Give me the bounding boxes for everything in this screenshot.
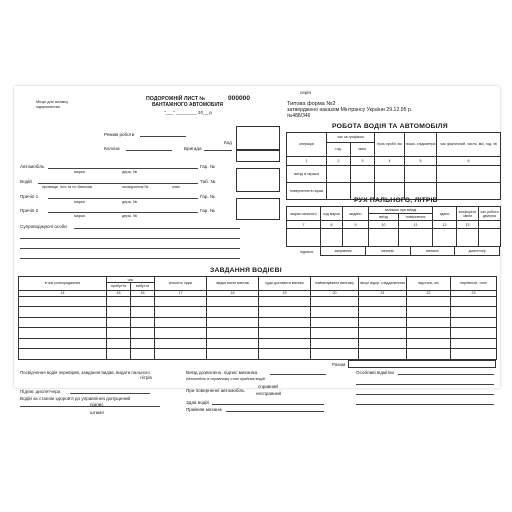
handed-driver-line[interactable]: [212, 404, 324, 405]
task-num: 21: [359, 290, 407, 296]
task-cell[interactable]: [131, 338, 155, 349]
task-row: [19, 338, 497, 349]
fuel-cell[interactable]: [287, 229, 321, 247]
task-cell[interactable]: [359, 296, 407, 307]
task-cell[interactable]: [311, 296, 359, 307]
work-row-departure: виїзд із гаража: [287, 166, 327, 183]
task-num: 15: [107, 290, 131, 296]
task-row: [19, 349, 497, 360]
task-cell[interactable]: [155, 296, 207, 307]
driver-sub-class: клас: [172, 185, 180, 189]
task-num: 19: [259, 290, 311, 296]
work-table: [286, 132, 501, 200]
work-col-speedometer: показ. спідометра: [405, 133, 437, 157]
fuel-cell[interactable]: [457, 229, 479, 247]
fuel-num: 12: [433, 221, 457, 229]
task-cell[interactable]: [131, 317, 155, 328]
task-cell[interactable]: [259, 338, 311, 349]
task-num: 20: [311, 290, 359, 296]
work-mode-line[interactable]: [140, 136, 186, 137]
work-num-1: 1: [287, 156, 327, 166]
approval-number: №488/346: [287, 113, 311, 119]
task-cell[interactable]: [19, 317, 107, 328]
task-row: [19, 328, 497, 339]
exit-allowed-line[interactable]: [270, 374, 326, 375]
task-cell[interactable]: [107, 296, 131, 307]
footer-car-accepted: Автомобіль в справному стані прийняв водій: [186, 377, 265, 381]
footer-dispatch-text: Посвідчення водія перевірив, завдання видав, видати пального: [20, 370, 150, 375]
work-cell[interactable]: [351, 166, 375, 183]
car-sub-brand: марка: [74, 170, 85, 174]
driver-tab-no: Таб. №: [200, 179, 216, 184]
task-cell[interactable]: [311, 328, 359, 339]
fuel-col-code: код марки: [321, 207, 343, 221]
fuel-cell[interactable]: [433, 229, 457, 247]
task-section-title: ЗАВДАННЯ ВОДІЄВІ: [210, 267, 282, 274]
task-cell[interactable]: [207, 307, 259, 318]
work-num-6: 6: [437, 156, 501, 166]
task-cell[interactable]: [259, 349, 311, 360]
driver-line[interactable]: [38, 183, 198, 184]
task-cell[interactable]: [207, 328, 259, 339]
task-num: 18: [207, 290, 259, 296]
driver-sub-name: прізвище, ім'я та по батькові: [42, 185, 93, 189]
stamp-placeholder: Місце для штампу підприємства: [36, 100, 69, 109]
task-cell[interactable]: [107, 349, 131, 360]
task-cell[interactable]: [155, 307, 207, 318]
fuel-col-return: повернення: [399, 214, 433, 221]
footer-health-text: Водій за станом здоров'я до управління допущений: [20, 396, 131, 401]
task-col-distance: відстань, км: [407, 277, 451, 291]
task-num: 22: [407, 290, 451, 296]
task-cell[interactable]: [407, 307, 451, 318]
footer-liters: літрів: [140, 375, 152, 380]
trailer1-gar-no: Гар. №: [200, 194, 215, 199]
escort-line-3[interactable]: [20, 248, 240, 249]
task-col-to: куди доставити вантаж: [259, 277, 311, 291]
task-cell[interactable]: [311, 307, 359, 318]
trailer1-sub-plate: держ. №: [122, 200, 138, 204]
work-row-return: повернення в гараж: [287, 183, 327, 200]
waybill-sheet: [14, 86, 500, 388]
task-num: 16: [131, 290, 155, 296]
task-row: [19, 307, 497, 318]
form-type: Типова форма №2: [287, 101, 336, 107]
fuel-num: 8: [321, 221, 343, 229]
work-col-actual-time: час фактичний, число, міс, год, хв: [437, 133, 501, 157]
task-cell[interactable]: [359, 317, 407, 328]
fuel-col-remainder: залишок при виїзді: [369, 207, 433, 214]
footer-return-label: При поверненні автомобіль: [186, 388, 245, 393]
work-num-5: 5: [405, 156, 437, 166]
task-cell[interactable]: [311, 349, 359, 360]
fuel-section-title: РУХ ПАЛЬНОГО, ЛІТРІВ: [354, 197, 438, 204]
task-cell[interactable]: [19, 349, 107, 360]
trailer1-sub-brand: марка: [74, 200, 85, 204]
car-label: Автомобіль: [20, 164, 45, 169]
task-num: 14: [19, 290, 107, 296]
fuel-num: 7: [287, 221, 321, 229]
car-gar-no: Гар. №: [200, 164, 215, 169]
work-cell[interactable]: [405, 166, 437, 183]
car-line[interactable]: [48, 168, 198, 169]
fuel-cell[interactable]: [479, 229, 501, 247]
work-col-zero-run: нуль пробіг, км: [375, 133, 405, 157]
task-row: [19, 317, 497, 328]
trailer2-sub-plate: держ. №: [122, 214, 138, 218]
sig-fueler: заправник: [321, 247, 366, 256]
task-cell[interactable]: [259, 317, 311, 328]
work-col-operation: операція: [287, 133, 327, 157]
fuel-cell[interactable]: [343, 229, 369, 247]
trailer2-line[interactable]: [48, 212, 198, 213]
task-cell[interactable]: [131, 328, 155, 339]
task-cell[interactable]: [407, 338, 451, 349]
task-num: 23: [451, 290, 497, 296]
task-cell[interactable]: [155, 317, 207, 328]
task-col-departure: вибуття: [131, 283, 155, 290]
task-cell[interactable]: [19, 296, 107, 307]
task-cell[interactable]: [155, 328, 207, 339]
work-cell[interactable]: [437, 183, 501, 200]
footer-stamp: штамп: [90, 410, 104, 415]
task-cell[interactable]: [207, 338, 259, 349]
trailer2-gar-no: Гар. №: [200, 208, 215, 213]
driver-sub-license: посвідчення №: [122, 185, 149, 189]
task-cell[interactable]: [259, 296, 311, 307]
trailer2-label: Причіп 2: [20, 208, 39, 213]
task-cell[interactable]: [311, 338, 359, 349]
escort-line-2[interactable]: [20, 238, 240, 239]
series-label: серія: [300, 90, 311, 95]
task-cell[interactable]: [155, 338, 207, 349]
task-cell[interactable]: [207, 296, 259, 307]
task-cell[interactable]: [407, 328, 451, 339]
driver-label: Водій: [20, 179, 32, 184]
task-cell[interactable]: [451, 349, 497, 360]
work-col-hours: год.: [327, 142, 351, 156]
task-cell[interactable]: [407, 317, 451, 328]
fuel-col-brand: марка пального: [287, 207, 321, 221]
task-col-trips: кількість їздок: [155, 277, 207, 291]
fuel-col-engine: час роботи двигуна: [479, 207, 501, 221]
fuel-cell[interactable]: [321, 229, 343, 247]
task-col-from: звідки взяти вантаж: [207, 277, 259, 291]
fuel-num: [479, 221, 501, 229]
task-cell[interactable]: [131, 307, 155, 318]
escort-line-1[interactable]: [74, 228, 240, 229]
sig-dispatcher: диспетчер: [455, 247, 500, 256]
task-total-cells[interactable]: [348, 360, 496, 368]
work-cell[interactable]: [327, 166, 351, 183]
fuel-cell[interactable]: [399, 229, 433, 247]
task-cell[interactable]: [259, 328, 311, 339]
trailer1-label: Причіп 1: [20, 194, 39, 199]
fuel-num: 13: [457, 221, 479, 229]
trailer1-line[interactable]: [48, 198, 198, 199]
fuel-table: [286, 206, 501, 247]
fuel-signature-row: [320, 246, 500, 256]
task-row: [19, 296, 497, 307]
task-cell[interactable]: [131, 349, 155, 360]
footer-ok[interactable]: справний: [258, 384, 279, 389]
task-cell[interactable]: [207, 317, 259, 328]
task-total: Разом: [332, 362, 346, 367]
code-box-3[interactable]: [236, 168, 280, 192]
task-cell[interactable]: [107, 328, 131, 339]
fuel-col-departure: виїзд: [369, 214, 399, 221]
notes-line-3[interactable]: [356, 394, 494, 395]
work-mode-label: Режим роботи: [104, 132, 135, 137]
column-label: Колона: [104, 146, 120, 151]
doc-number: 000000: [228, 95, 251, 102]
work-cell[interactable]: [327, 183, 351, 200]
brigade-label: Бригада: [184, 146, 202, 151]
work-col-minutes: хвил.: [351, 142, 375, 156]
work-num-4: 4: [375, 156, 405, 166]
task-cell[interactable]: [359, 307, 407, 318]
notes-line-4[interactable]: [356, 404, 494, 405]
work-section-title: РОБОТА ВОДІЯ ТА АВТОМОБІЛЯ: [332, 123, 448, 130]
code-box-2[interactable]: [236, 150, 280, 162]
task-cell[interactable]: [131, 296, 155, 307]
date-line: "___" ________ 20__ р: [164, 110, 212, 115]
task-cell[interactable]: [259, 307, 311, 318]
task-col-cargo: найменування вантажу: [311, 277, 359, 291]
task-cell[interactable]: [451, 317, 497, 328]
work-cell[interactable]: [375, 166, 405, 183]
footer-special-notes: Особливі відмітки: [356, 370, 394, 375]
work-num-3: 3: [351, 156, 375, 166]
title-line2: ВАНТАЖНОГО АВТОМОБІЛЯ: [152, 102, 223, 108]
fuel-col-issued: видано: [343, 207, 369, 221]
code-box-1[interactable]: [236, 126, 280, 150]
dispatcher-sign-line[interactable]: [70, 393, 150, 394]
task-cell[interactable]: [19, 307, 107, 318]
footer-exit-allowed: Виїзд дозволено, підпис механіка: [186, 370, 258, 375]
sig-mechanic-2: механік: [410, 247, 455, 256]
task-cell[interactable]: [451, 338, 497, 349]
work-num-2: 2: [327, 156, 351, 166]
task-col-time: час: [107, 277, 155, 283]
accepted-mechanic-line[interactable]: [226, 411, 324, 412]
fuel-col-returned: здано: [433, 207, 457, 221]
trailer2-sub-brand: марка: [74, 214, 85, 218]
footer-accepted-mechanic: Прийняв механік: [186, 407, 222, 412]
task-cell[interactable]: [207, 349, 259, 360]
task-cell[interactable]: [407, 349, 451, 360]
task-cell[interactable]: [451, 296, 497, 307]
work-col-schedule: час за графіком: [327, 133, 375, 143]
task-cell[interactable]: [107, 317, 131, 328]
task-cell[interactable]: [107, 338, 131, 349]
task-table: [18, 276, 497, 360]
task-col-tons: перевезти, тонн: [451, 277, 497, 291]
notes-line-2[interactable]: [356, 384, 494, 385]
notes-line-1[interactable]: [398, 374, 494, 375]
sig-mechanic-1: механік: [365, 247, 410, 256]
task-cell[interactable]: [19, 338, 107, 349]
task-cell[interactable]: [19, 328, 107, 339]
car-sub-plate: держ. №: [122, 170, 138, 174]
task-cell[interactable]: [107, 307, 131, 318]
escort-line-4[interactable]: [20, 258, 240, 259]
task-col-arrival: прибуття: [107, 283, 131, 290]
brigade-line[interactable]: [204, 150, 232, 151]
task-cell[interactable]: [451, 307, 497, 318]
footer-not-ok[interactable]: несправний: [256, 391, 282, 396]
fuel-num: 11: [399, 221, 433, 229]
column-line[interactable]: [126, 150, 172, 151]
code-label: Код: [224, 140, 232, 145]
code-box-4[interactable]: [236, 198, 280, 220]
approval-text: затверджено наказом Мінтрансу України 29.12.95 р.: [287, 107, 413, 113]
escorts-label: Супроводжуючі особи: [20, 224, 67, 229]
task-cell[interactable]: [359, 349, 407, 360]
fuel-cell[interactable]: [369, 229, 399, 247]
footer-dispatcher-sign: Підпис диспетчера: [20, 389, 61, 394]
footer-health-sign: підпис: [90, 402, 104, 407]
work-cell[interactable]: [437, 166, 501, 183]
task-cell[interactable]: [359, 338, 407, 349]
task-cell[interactable]: [311, 317, 359, 328]
task-cell[interactable]: [359, 328, 407, 339]
fuel-col-coef: коефіцієнт зміни: [457, 207, 479, 221]
task-cell[interactable]: [407, 296, 451, 307]
fuel-signatures-label: підписи: [300, 250, 314, 254]
task-num: 17: [155, 290, 207, 296]
task-col-disposal: в чиє розпорядження: [19, 277, 107, 291]
task-cell[interactable]: [155, 349, 207, 360]
footer-handed-driver: Здав водій: [186, 400, 209, 405]
fuel-num: 9: [343, 221, 369, 229]
task-cell[interactable]: [451, 328, 497, 339]
title-line1: ПОДОРОЖНІЙ ЛИСТ №: [146, 96, 206, 102]
task-col-place: місце відпр. з віддаленням: [359, 277, 407, 291]
fuel-num: 10: [369, 221, 399, 229]
